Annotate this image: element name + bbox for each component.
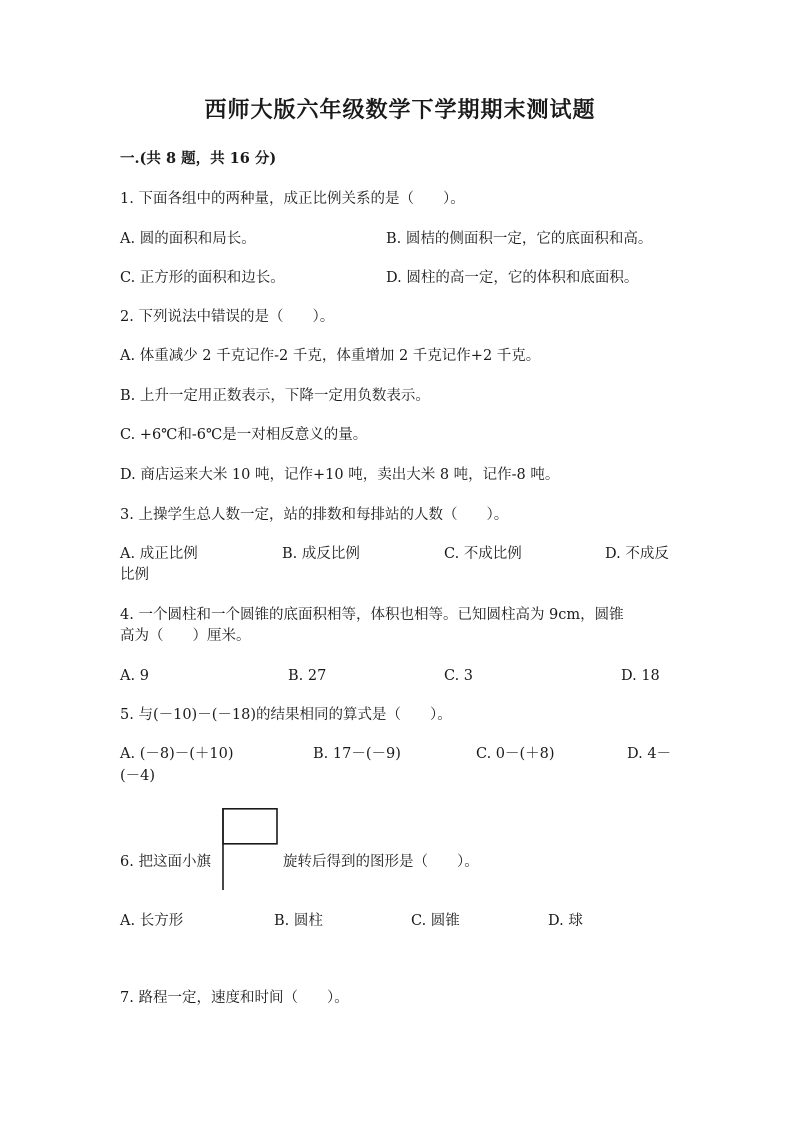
question-4-stem-line-2: 高为（ ）厘米。 [120,628,251,644]
question-5-option-d: D. 4－ [627,746,672,762]
question-5-option-c: C. 0－(＋8) [476,746,555,762]
flag-figure [221,808,279,890]
question-4-option-a: A. 9 [120,668,149,684]
question-2-option-b: B. 上升一定用正数表示，下降一定用负数表示。 [120,388,430,404]
question-2-stem: 2. 下列说法中错误的是（ ）。 [120,309,335,325]
question-2-option-d: D. 商店运来大米 10 吨，记作+10 吨，卖出大米 8 吨，记作-8 吨。 [120,467,560,483]
question-6-stem-start: 6. 把这面小旗 [120,854,211,870]
question-6-option-b: B. 圆柱 [274,913,323,929]
question-3-option-c: C. 不成比例 [444,546,522,562]
question-1-stem: 1. 下面各组中的两种量，成正比例关系的是（ ）。 [120,191,465,207]
question-5-option-b: B. 17－(－9) [313,746,401,762]
question-4-option-c: C. 3 [444,668,474,684]
question-4-stem-line-1: 4. 一个圆柱和一个圆锥的底面积相等，体积也相等。已知圆柱高为 9cm，圆锥 [120,607,624,623]
question-4-option-b: B. 27 [288,668,327,684]
question-1-option-c: C. 正方形的面积和边长。 [120,270,285,286]
section-heading: 一.(共 8 题，共 16 分) [120,150,277,167]
question-1-option-d: D. 圆柱的高一定，它的体积和底面积。 [386,270,639,286]
question-3-option-d-continued: 比例 [120,567,149,583]
question-1-option-b: B. 圆桔的侧面积一定，它的底面积和高。 [386,231,653,247]
question-2-option-a: A. 体重减少 2 千克记作-2 千克，体重增加 2 千克记作+2 千克。 [120,348,541,364]
question-6-option-d: D. 球 [548,913,583,929]
page-title: 西师大版六年级数学下学期期末测试题 [204,97,596,123]
question-2-option-c: C. +6℃和-6℃是一对相反意义的量。 [120,427,368,443]
question-5-option-a: A. (－8)－(＋10) [120,746,234,762]
question-6-stem-end: 旋转后得到的图形是（ ）。 [283,854,479,870]
question-6-option-a: A. 长方形 [120,913,184,929]
question-1-option-a: A. 圆的面积和局长。 [120,231,256,247]
question-5-option-d-continued: (－4) [120,768,156,784]
question-3-stem: 3. 上操学生总人数一定，站的排数和每排站的人数（ ）。 [120,507,509,523]
question-3-option-a: A. 成正比例 [120,546,198,562]
question-5-stem: 5. 与(－10)－(－18)的结果相同的算式是（ ）。 [120,707,452,723]
question-4-option-d: D. 18 [621,668,660,684]
question-3-option-d: D. 不成反 [605,546,669,562]
question-3-option-b: B. 成反比例 [282,546,360,562]
question-6-option-c: C. 圆锥 [411,913,460,929]
question-7-stem: 7. 路程一定，速度和时间（ ）。 [120,990,349,1006]
